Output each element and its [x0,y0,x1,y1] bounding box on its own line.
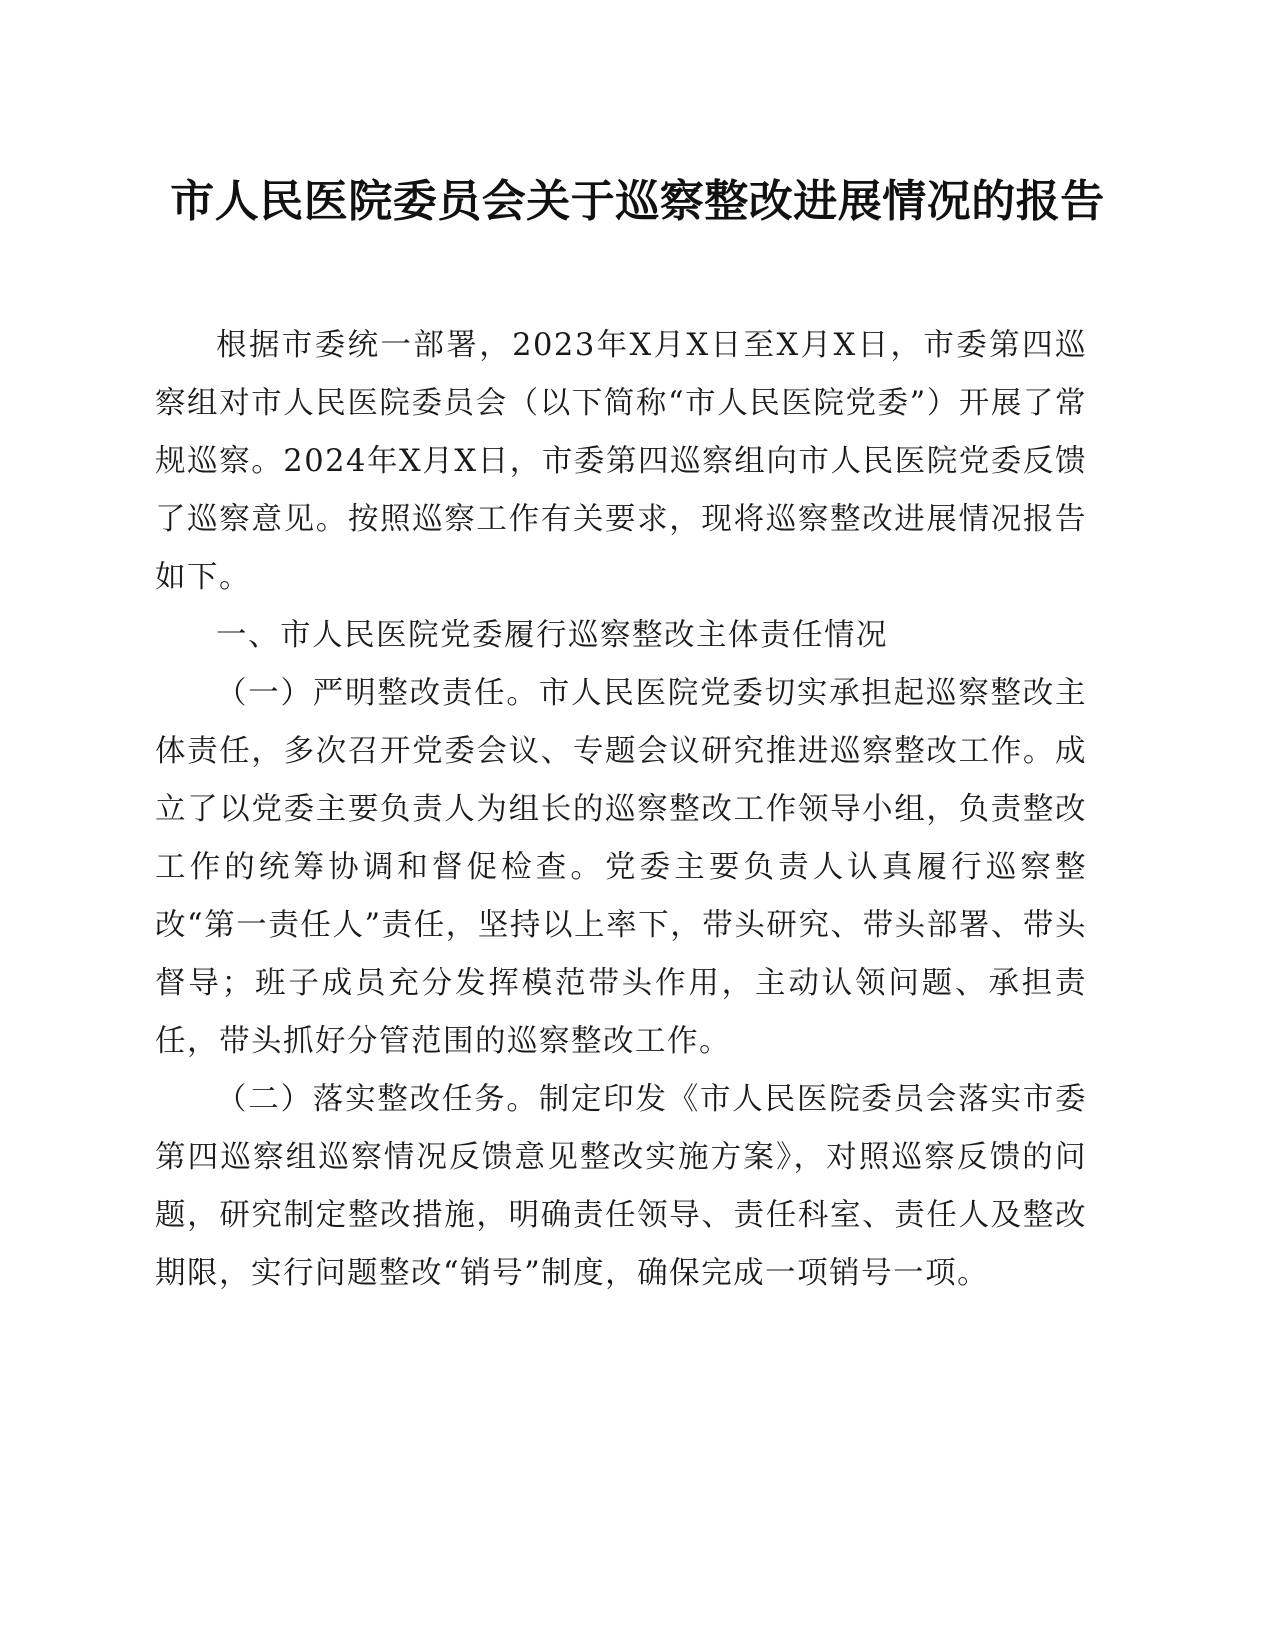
document-title: 市人民医院委员会关于巡察整改进展情况的报告 [170,176,1105,227]
intro-paragraph: 根据市委统一部署，2023年X月X日至X月X日，市委第四巡察组对市人民医院委员会（以下简称“市人民医院党委”）开展了常规巡察。2024年X月X日，市委第四巡察组向市人民医院党委反馈了巡察意见。按照巡察工作有关要求，现将巡察整改进展情况报告如下。 [155,328,1087,595]
paragraph-2: （二）落实整改任务。制定印发《市人民医院委员会落实市委第四巡察组巡察情况反馈意见整改实施方案》，对照巡察反馈的问题，研究制定整改措施，明确责任领导、责任科室、责任人及整改期限，实行问题整改“销号”制度，确保完成一项销号一项。 [155,1082,1087,1291]
section-heading-1: 一、市人民医院党委履行巡察整改主体责任情况 [216,618,888,653]
document-body [155,317,1087,1303]
paragraph-1: （一）严明整改责任。市人民医院党委切实承担起巡察整改主体责任，多次召开党委会议、专题会议研究推进巡察整改工作。成立了以党委主要负责人为组长的巡察整改工作领导小组，负责整改工作的统筹协调和督促检查。党委主要负责人认真履行巡察整改“第一责任人”责任，坚持以上率下，带头研究、带头部署、带头督导；班子成员充分发挥模范带头作用，主动认领问题、承担责任，带头抓好分管范围的巡察整改工作。 [155,676,1087,1059]
